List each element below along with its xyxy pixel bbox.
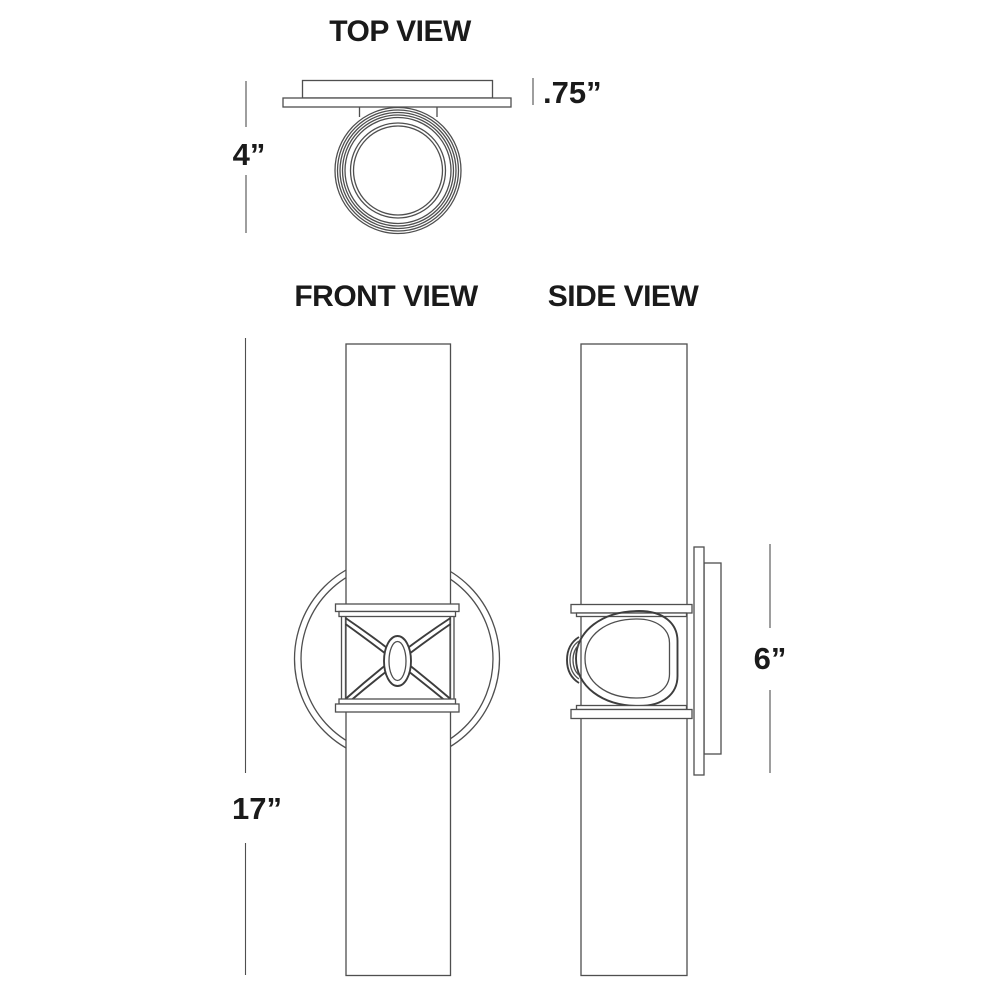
top-dim-plate-depth-label: .75” (543, 75, 602, 110)
front-band-top-lip (339, 612, 456, 617)
top-glass-inner-ring-1 (351, 123, 446, 218)
front-medallion-outer (384, 636, 411, 686)
top-glass-ring-3 (340, 113, 456, 229)
top-backplate-edge (303, 81, 493, 99)
top-glass-ring-2 (338, 110, 459, 231)
side-view (548, 280, 787, 976)
side-dim-backplate-label: 6” (753, 641, 787, 676)
top-dim-projection-label: 4” (232, 137, 266, 172)
front-band-top-bar (336, 604, 460, 612)
front-view-title: FRONT VIEW (294, 280, 478, 313)
top-glass-ring-5 (345, 118, 451, 224)
top-mounting-plate-edge (283, 98, 511, 107)
top-view (233, 15, 602, 234)
side-glass-tube (581, 344, 687, 976)
front-band-bottom-lip (339, 699, 456, 704)
front-band-bottom-bar (336, 704, 460, 712)
side-band-top-lip (577, 613, 687, 617)
top-glass-inner-ring-2 (354, 126, 443, 215)
top-glass-ring-4 (343, 115, 454, 226)
side-wall-plate (704, 563, 721, 754)
side-band-bottom-bar (571, 710, 692, 719)
side-view-title: SIDE VIEW (547, 280, 699, 313)
front-view (232, 280, 499, 976)
top-view-title: TOP VIEW (329, 15, 471, 48)
front-dim-height-label: 17” (232, 791, 282, 826)
side-backplate (694, 547, 704, 775)
